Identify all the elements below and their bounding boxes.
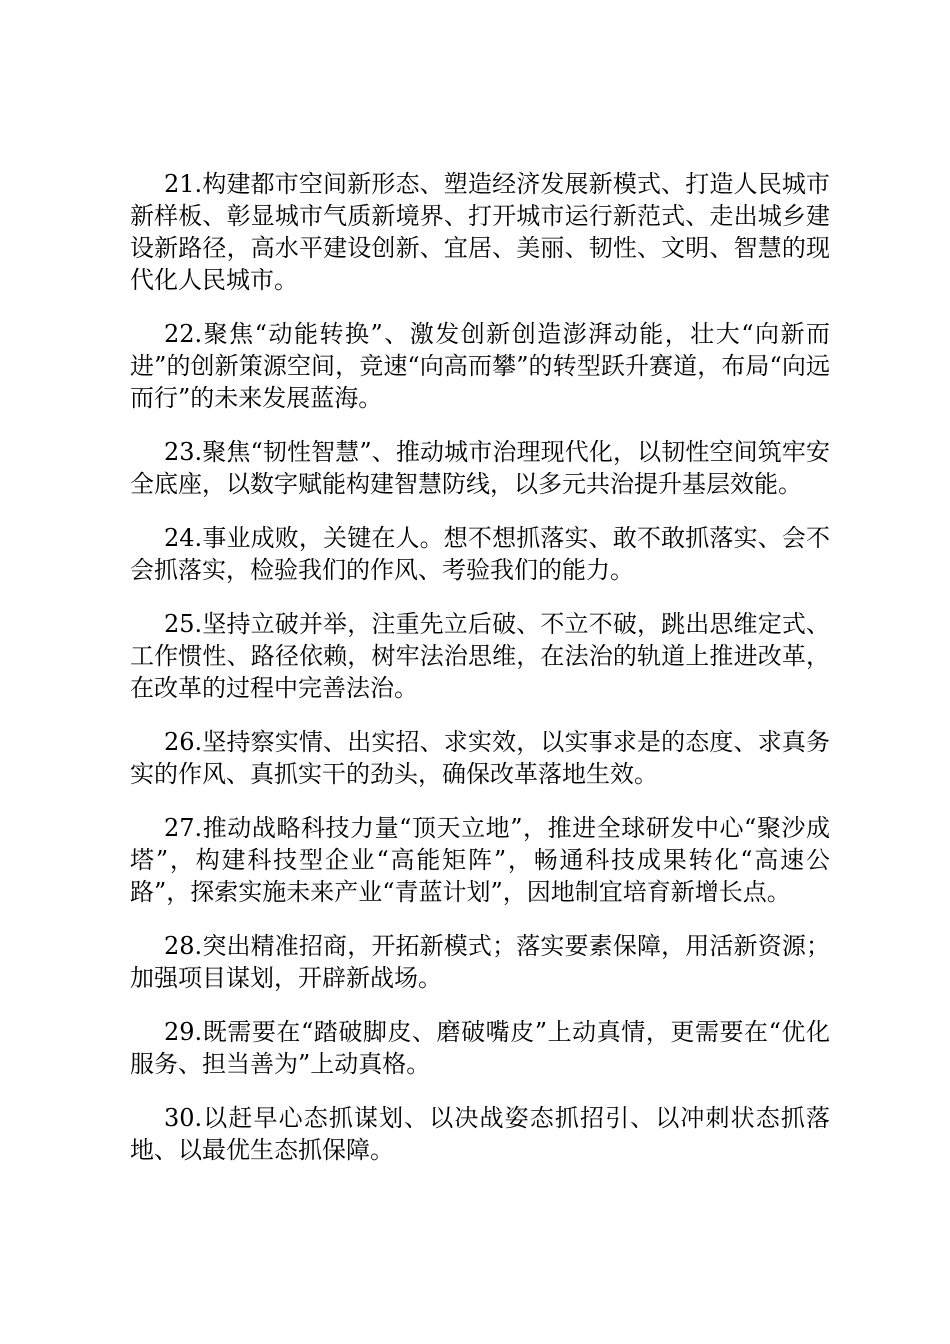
paragraph-28: 28.突出精准招商，开拓新模式；落实要素保障，用活新资源；加强项目谋划，开辟新战场。 (130, 932, 830, 992)
paragraph-27: 27.推动战略科技力量“顶天立地”，推进全球研发中心“聚沙成塔”，构建科技型企业“高能矩阵”，畅通科技成果转化“高速公路”，探索实施未来产业“青蓝计划”，因地制宜培育新增长点。 (130, 814, 830, 906)
document-body (130, 168, 830, 1188)
paragraph-24: 24.事业成败，关键在人。想不想抓落实、敢不敢抓落实、会不会抓落实，检验我们的作风、考验我们的能力。 (130, 524, 830, 584)
paragraph-26: 26.坚持察实情、出实招、求实效，以实事求是的态度、求真务实的作风、真抓实干的劲头，确保改革落地生效。 (130, 728, 830, 788)
paragraph-30: 30.以赶早心态抓谋划、以决战姿态抓招引、以冲刺状态抓落地、以最优生态抓保障。 (130, 1104, 830, 1164)
paragraph-29: 29.既需要在“踏破脚皮、磨破嘴皮”上动真情，更需要在“优化服务、担当善为”上动真格。 (130, 1018, 830, 1078)
paragraph-21: 21.构建都市空间新形态、塑造经济发展新模式、打造人民城市新样板、彰显城市气质新境界、打开城市运行新范式、走出城乡建设新路径，高水平建设创新、宜居、美丽、韧性、文明、智慧的现代化人民城市。 (130, 170, 830, 294)
paragraph-25: 25.坚持立破并举，注重先立后破、不立不破，跳出思维定式、工作惯性、路径依赖，树牢法治思维，在法治的轨道上推进改革，在改革的过程中完善法治。 (130, 610, 830, 702)
paragraph-23: 23.聚焦“韧性智慧”、推动城市治理现代化，以韧性空间筑牢安全底座，以数字赋能构建智慧防线，以多元共治提升基层效能。 (130, 438, 830, 498)
paragraph-22: 22.聚焦“动能转换”、激发创新创造澎湃动能，壮大“向新而进”的创新策源空间，竞速“向高而攀”的转型跃升赛道，布局“向远而行”的未来发展蓝海。 (130, 320, 830, 412)
